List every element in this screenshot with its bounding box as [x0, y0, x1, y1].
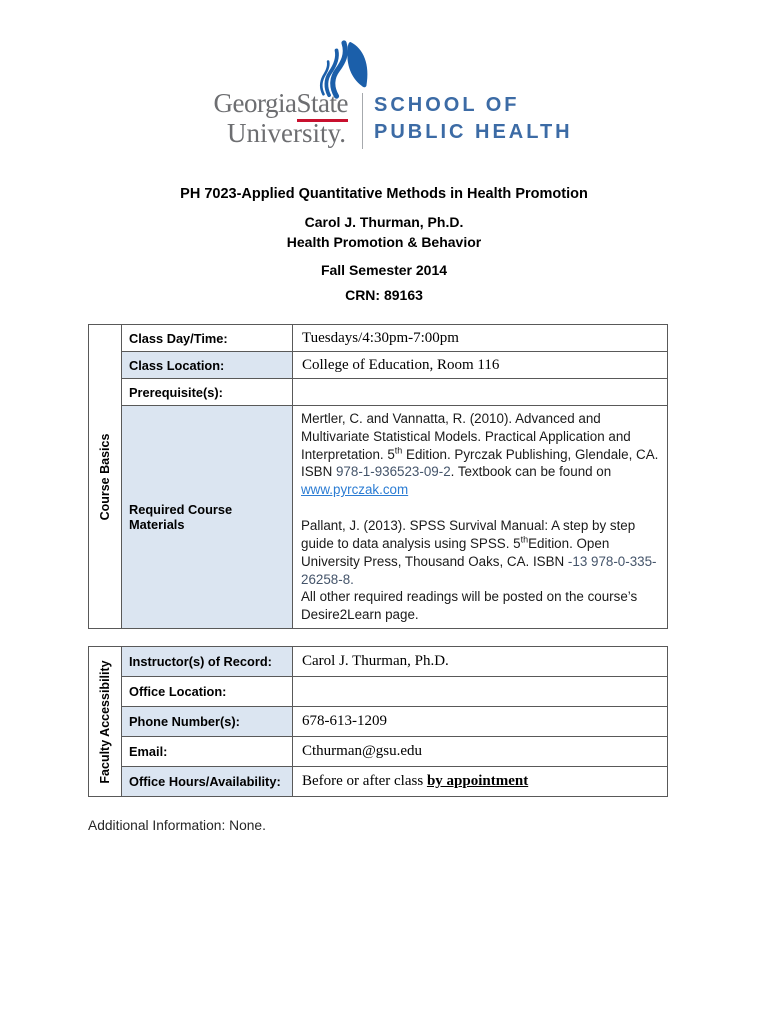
- materials-citation-1: [301, 410, 659, 499]
- pyrczak-link[interactable]: www.pyrczak.com: [301, 482, 409, 498]
- office-hours-value-prefix: Before or after class: [302, 773, 427, 790]
- class-day-value-cell: [293, 325, 668, 352]
- syllabus-page: [0, 40, 768, 1034]
- materials-label-cell: [122, 406, 293, 629]
- citation2-text2: Edition. Open University Press, Thousand Oaks, CA. ISBN: [301, 535, 610, 569]
- materials-label: Required Course Materials: [129, 502, 233, 533]
- office-location-label-cell: [122, 677, 293, 707]
- citation1-isbn: 978-1-936523-09-2: [335, 464, 451, 480]
- table-row: [89, 325, 668, 352]
- class-day-value: Tuesdays/4:30pm-7:00pm: [302, 329, 459, 346]
- faculty-accessibility-table: [88, 646, 668, 797]
- instructor-of-record-label: Instructor(s) of Record:: [129, 654, 272, 670]
- faculty-accessibility-section-cell: [89, 647, 122, 797]
- office-location-value-cell: [293, 677, 668, 707]
- wordmark-georgia: Georgia: [213, 88, 297, 118]
- class-location-label: Class Location:: [129, 357, 225, 373]
- citation2-superscript: th: [520, 534, 529, 545]
- table-row: [89, 707, 668, 737]
- office-hours-label: Office Hours/Availability:: [129, 774, 281, 790]
- department-name: Health Promotion & Behavior: [286, 234, 482, 250]
- table-row: [89, 406, 668, 629]
- school-line2: PUBLIC HEALTH: [374, 121, 573, 143]
- gsu-wordmark-line2: University.: [227, 117, 346, 148]
- citation1-text3: . Textbook can be found on: [450, 464, 612, 480]
- citation1-text: Mertler, C. and Vannatta, R. (2010). Advanced and Multivariate Statistical Models. Practical Application and Interpretation. 5: [301, 411, 631, 462]
- citation1-text2: Edition. Pyrczak Publishing, Glendale, CA. ISBN: [301, 446, 659, 480]
- materials-additional-readings: All other required readings will be posted on the course’s Desire2Learn page.: [301, 589, 638, 623]
- instructor-of-record-label-cell: [122, 647, 293, 677]
- gsu-sph-logo: [144, 40, 624, 158]
- class-day-label-cell: [122, 325, 293, 352]
- gsu-wordmark: [196, 90, 348, 147]
- title-block: [0, 186, 768, 303]
- logo-divider: [362, 93, 363, 149]
- additional-information-note: Additional Information: None.: [88, 818, 266, 834]
- crn: CRN: 89163: [345, 287, 423, 303]
- gsu-wordmark-line1: [196, 90, 348, 118]
- phone-label: Phone Number(s):: [129, 714, 240, 730]
- prerequisites-label-cell: [122, 379, 293, 406]
- prerequisites-value-cell: [293, 379, 668, 406]
- materials-value-cell: [293, 406, 668, 629]
- office-hours-value-cell: [293, 767, 668, 797]
- course-title: PH 7023-Applied Quantitative Methods in Health Promotion: [180, 186, 588, 202]
- citation2-isbn: -13 978-0-335-26258-8.: [301, 553, 657, 587]
- school-of-public-health-label: [374, 92, 573, 146]
- faculty-accessibility-section-label: Faculty Accessibility: [98, 660, 112, 784]
- materials-citation-2: [301, 517, 659, 588]
- course-basics-section-label: Course Basics: [98, 433, 112, 520]
- table-row: [89, 647, 668, 677]
- citation2-text: Pallant, J. (2013). SPSS Survival Manual: A step by step guide to data analysis using SPSS. 5: [301, 518, 636, 551]
- school-line1: SCHOOL OF: [374, 94, 520, 116]
- email-value-cell: [293, 737, 668, 767]
- table-row: [89, 767, 668, 797]
- citation1-superscript: th: [394, 445, 403, 456]
- course-basics-section-cell: [89, 325, 122, 629]
- email-label: Email:: [129, 744, 168, 760]
- instructor-name: Carol J. Thurman, Ph.D.: [304, 214, 464, 230]
- office-location-label: Office Location:: [129, 684, 227, 700]
- email-value: Cthurman@gsu.edu: [302, 743, 423, 760]
- class-day-label: Class Day/Time:: [129, 330, 228, 346]
- phone-value-cell: [293, 707, 668, 737]
- class-location-label-cell: [122, 352, 293, 379]
- table-row: [89, 677, 668, 707]
- phone-label-cell: [122, 707, 293, 737]
- class-location-value: College of Education, Room 116: [302, 356, 500, 373]
- class-location-value-cell: [293, 352, 668, 379]
- table-row: [89, 737, 668, 767]
- wordmark-state: State: [297, 88, 349, 122]
- instructor-of-record-value-cell: [293, 647, 668, 677]
- email-label-cell: [122, 737, 293, 767]
- instructor-of-record-value: Carol J. Thurman, Ph.D.: [302, 653, 449, 670]
- table-row: [89, 379, 668, 406]
- phone-value: 678-613-1209: [302, 713, 387, 730]
- semester: Fall Semester 2014: [320, 262, 448, 278]
- table-row: [89, 352, 668, 379]
- office-hours-label-cell: [122, 767, 293, 797]
- prerequisites-label: Prerequisite(s):: [129, 384, 223, 400]
- office-hours-by-appointment: by appointment: [426, 773, 529, 790]
- course-basics-table: [88, 324, 668, 629]
